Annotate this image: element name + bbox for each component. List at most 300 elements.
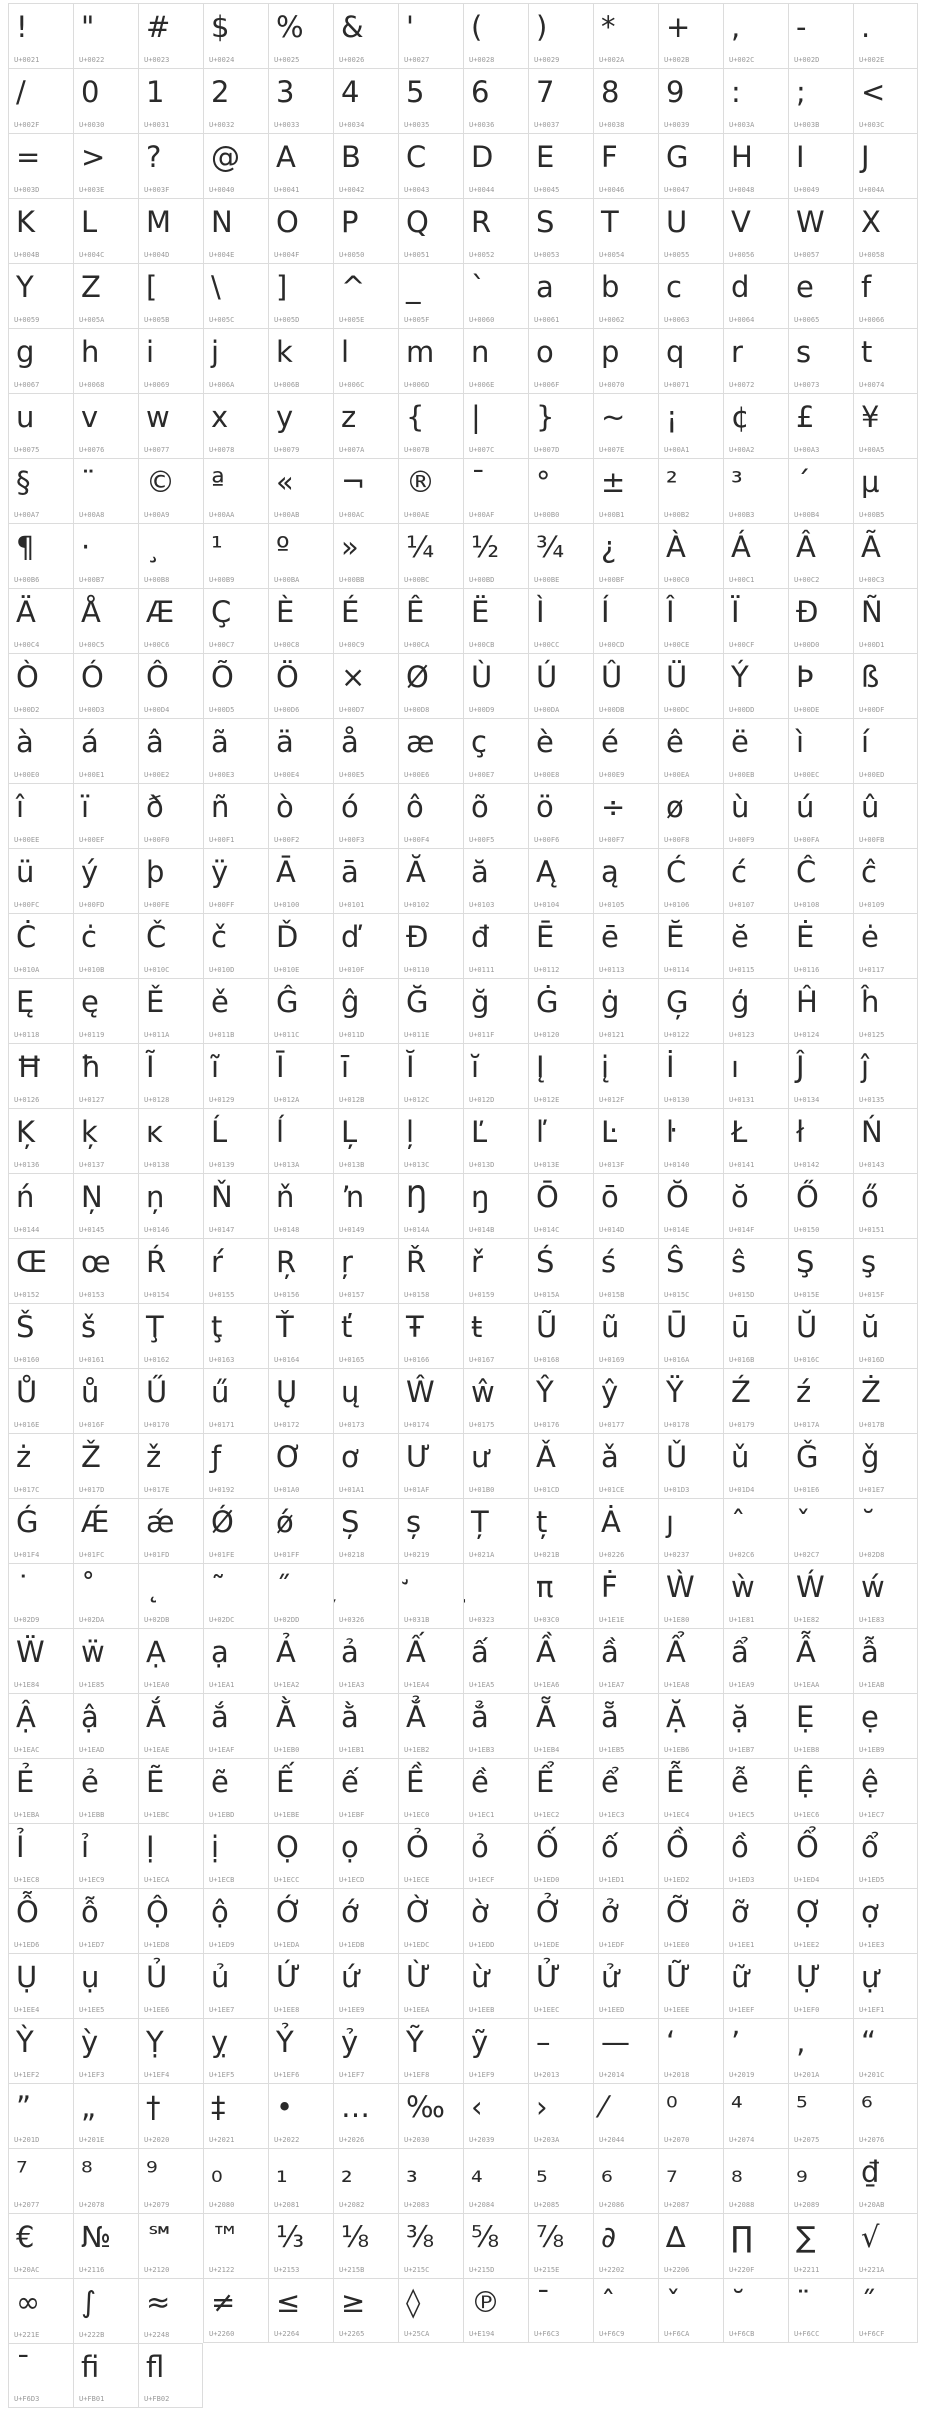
glyph-char: ≤ bbox=[276, 2285, 301, 2319]
glyph-char: © bbox=[146, 465, 175, 499]
glyph-codepoint: U+00B4 bbox=[794, 511, 820, 519]
glyph-char: Ễ bbox=[666, 1765, 685, 1799]
glyph-cell bbox=[463, 1693, 528, 1758]
glyph-char: 4 bbox=[341, 75, 360, 109]
glyph-cell bbox=[788, 913, 853, 978]
glyph-char: ư bbox=[471, 1440, 490, 1474]
glyph-codepoint: U+1E82 bbox=[794, 1616, 820, 1624]
glyph-codepoint: U+0041 bbox=[274, 186, 300, 194]
glyph-char: ł bbox=[796, 1115, 805, 1149]
glyph-cell bbox=[73, 2018, 138, 2083]
glyph-char: ž bbox=[146, 1440, 162, 1474]
glyph-char: ₂ bbox=[341, 2155, 353, 2189]
glyph-codepoint: U+2013 bbox=[534, 2071, 560, 2079]
glyph-char: ặ bbox=[731, 1700, 749, 1734]
glyph-char: g bbox=[16, 335, 35, 369]
glyph-cell bbox=[788, 263, 853, 328]
glyph-codepoint: U+1ECC bbox=[274, 1876, 300, 1884]
glyph-cell bbox=[463, 1433, 528, 1498]
glyph-cell bbox=[398, 263, 463, 328]
glyph-cell bbox=[203, 913, 268, 978]
glyph-cell bbox=[723, 1693, 788, 1758]
glyph-cell bbox=[788, 2018, 853, 2083]
glyph-codepoint: U+00B8 bbox=[144, 576, 170, 584]
glyph-cell bbox=[268, 1693, 333, 1758]
glyph-char: µ bbox=[861, 465, 880, 499]
glyph-char: Ủ bbox=[146, 1960, 168, 1994]
glyph-codepoint: U+20AB bbox=[859, 2201, 885, 2209]
glyph-codepoint: U+0131 bbox=[729, 1096, 755, 1104]
glyph-char: ⁰ bbox=[666, 2090, 678, 2124]
glyph-cell bbox=[593, 1628, 658, 1693]
glyph-codepoint: U+0052 bbox=[469, 251, 495, 259]
glyph-codepoint: U+2070 bbox=[664, 2136, 690, 2144]
glyph-codepoint: U+2026 bbox=[339, 2136, 365, 2144]
glyph-cell bbox=[528, 263, 593, 328]
glyph-char: ˇ bbox=[796, 1505, 811, 1539]
glyph-char: ỉ bbox=[81, 1830, 90, 1864]
glyph-cell bbox=[658, 2278, 723, 2343]
glyph-codepoint: U+00FA bbox=[794, 836, 820, 844]
glyph-cell bbox=[853, 2018, 918, 2083]
glyph-cell bbox=[788, 1043, 853, 1108]
glyph-cell bbox=[528, 133, 593, 198]
glyph-cell bbox=[203, 393, 268, 458]
glyph-cell bbox=[268, 1888, 333, 1953]
glyph-codepoint: U+00C6 bbox=[144, 641, 170, 649]
glyph-cell bbox=[73, 68, 138, 133]
glyph-char: Ķ bbox=[16, 1115, 36, 1149]
glyph-char: È bbox=[276, 595, 295, 629]
glyph-char: ạ bbox=[211, 1635, 229, 1669]
glyph-codepoint: U+00FD bbox=[79, 901, 105, 909]
glyph-codepoint: U+F6C9 bbox=[599, 2330, 625, 2338]
glyph-cell bbox=[593, 1303, 658, 1368]
glyph-char: Ȧ bbox=[601, 1505, 621, 1539]
glyph-cell bbox=[853, 198, 918, 263]
glyph-cell bbox=[268, 1758, 333, 1823]
glyph-char: ÿ bbox=[211, 855, 229, 889]
glyph-cell bbox=[268, 653, 333, 718]
glyph-char: ù bbox=[731, 790, 750, 824]
glyph-cell bbox=[853, 1563, 918, 1628]
glyph-cell bbox=[723, 2278, 788, 2343]
glyph-row bbox=[8, 2083, 918, 2148]
glyph-codepoint: U+0146 bbox=[144, 1226, 170, 1234]
glyph-codepoint: U+1ED3 bbox=[729, 1876, 755, 1884]
glyph-codepoint: U+015F bbox=[859, 1291, 885, 1299]
glyph-char: Ì bbox=[536, 595, 545, 629]
glyph-cell bbox=[528, 978, 593, 1043]
glyph-char: ŉ bbox=[341, 1180, 365, 1214]
glyph-codepoint: U+0144 bbox=[14, 1226, 40, 1234]
glyph-char: b bbox=[601, 270, 620, 304]
glyph-char: ~ bbox=[601, 400, 626, 434]
glyph-cell bbox=[73, 1823, 138, 1888]
glyph-codepoint: U+1EA5 bbox=[469, 1681, 495, 1689]
glyph-char: } bbox=[536, 400, 555, 434]
glyph-char: ở bbox=[601, 1895, 619, 1929]
glyph-cell bbox=[333, 2148, 398, 2213]
glyph-cell bbox=[138, 2018, 203, 2083]
glyph-cell bbox=[398, 328, 463, 393]
glyph-cell bbox=[333, 653, 398, 718]
glyph-codepoint: U+01E7 bbox=[859, 1486, 885, 1494]
glyph-char: ˜ bbox=[211, 1570, 226, 1604]
glyph-cell bbox=[398, 1888, 463, 1953]
glyph-char: Ơ bbox=[276, 1440, 303, 1474]
glyph-cell bbox=[73, 1173, 138, 1238]
glyph-codepoint: U+01F4 bbox=[14, 1551, 40, 1559]
glyph-codepoint: U+0173 bbox=[339, 1421, 365, 1429]
glyph-cell bbox=[73, 393, 138, 458]
glyph-cell bbox=[593, 523, 658, 588]
glyph-codepoint: U+016A bbox=[664, 1356, 690, 1364]
glyph-cell bbox=[788, 133, 853, 198]
glyph-char: B bbox=[341, 140, 361, 174]
glyph-cell bbox=[138, 1433, 203, 1498]
glyph-char: : bbox=[731, 75, 741, 109]
glyph-char: ě bbox=[211, 985, 229, 1019]
glyph-cell bbox=[73, 588, 138, 653]
glyph-cell bbox=[593, 68, 658, 133]
glyph-codepoint: U+1EA8 bbox=[664, 1681, 690, 1689]
glyph-codepoint: U+0025 bbox=[274, 56, 300, 64]
glyph-cell bbox=[333, 68, 398, 133]
glyph-codepoint: U+0140 bbox=[664, 1161, 690, 1169]
glyph-cell bbox=[268, 68, 333, 133]
glyph-char: ◊ bbox=[406, 2285, 421, 2319]
glyph-codepoint: U+00B6 bbox=[14, 576, 40, 584]
glyph-char: ď bbox=[341, 920, 360, 954]
glyph-char: … bbox=[341, 2090, 370, 2124]
glyph-codepoint: U+00C2 bbox=[794, 576, 820, 584]
glyph-codepoint: U+0130 bbox=[664, 1096, 690, 1104]
glyph-char: £ bbox=[796, 400, 815, 434]
glyph-cell bbox=[788, 2278, 853, 2343]
glyph-codepoint: U+012B bbox=[339, 1096, 365, 1104]
glyph-cell bbox=[853, 328, 918, 393]
glyph-codepoint: U+00D0 bbox=[794, 641, 820, 649]
glyph-cell bbox=[8, 3, 73, 68]
glyph-cell bbox=[73, 263, 138, 328]
glyph-cell bbox=[658, 588, 723, 653]
glyph-codepoint: U+0043 bbox=[404, 186, 430, 194]
glyph-codepoint: U+1EE1 bbox=[729, 1941, 755, 1949]
glyph-codepoint: U+0153 bbox=[79, 1291, 105, 1299]
glyph-codepoint: U+00F5 bbox=[469, 836, 495, 844]
glyph-char: ỷ bbox=[341, 2025, 359, 2059]
glyph-char: ⁄ bbox=[601, 2090, 606, 2124]
glyph-codepoint: U+00B5 bbox=[859, 511, 885, 519]
glyph-char: Ç bbox=[211, 595, 232, 629]
glyph-codepoint: U+0160 bbox=[14, 1356, 40, 1364]
glyph-codepoint: U+0050 bbox=[339, 251, 365, 259]
glyph-char: û bbox=[861, 790, 880, 824]
glyph-cell bbox=[8, 913, 73, 978]
glyph-char: Ń bbox=[861, 1115, 883, 1149]
glyph-cell bbox=[138, 848, 203, 913]
glyph-char: ¨ bbox=[81, 465, 96, 499]
glyph-cell bbox=[268, 848, 333, 913]
glyph-char: ấ bbox=[471, 1635, 489, 1669]
glyph-codepoint: U+0023 bbox=[144, 56, 170, 64]
glyph-char: Ŕ bbox=[146, 1245, 167, 1279]
glyph-cell bbox=[333, 2018, 398, 2083]
glyph-codepoint: U+1EC4 bbox=[664, 1811, 690, 1819]
glyph-codepoint: U+0076 bbox=[79, 446, 105, 454]
glyph-char: ı bbox=[731, 1050, 740, 1084]
glyph-char: ỗ bbox=[81, 1895, 99, 1929]
glyph-codepoint: U+03C0 bbox=[534, 1616, 560, 1624]
glyph-row bbox=[8, 2343, 203, 2408]
glyph-codepoint: U+005A bbox=[79, 316, 105, 324]
glyph-cell bbox=[788, 783, 853, 848]
glyph-codepoint: U+0053 bbox=[534, 251, 560, 259]
glyph-char: ǎ bbox=[601, 1440, 619, 1474]
glyph-char: < bbox=[861, 75, 886, 109]
glyph-cell bbox=[528, 2148, 593, 2213]
glyph-codepoint: U+011F bbox=[469, 1031, 495, 1039]
glyph-char: ó bbox=[341, 790, 359, 824]
glyph-cell bbox=[138, 1238, 203, 1303]
glyph-char: ż bbox=[16, 1440, 32, 1474]
glyph-char: ä bbox=[276, 725, 294, 759]
glyph-cell bbox=[658, 393, 723, 458]
glyph-codepoint: U+00C1 bbox=[729, 576, 755, 584]
glyph-char: Ỹ bbox=[406, 2025, 424, 2059]
glyph-row bbox=[8, 718, 918, 783]
glyph-cell bbox=[593, 653, 658, 718]
glyph-cell bbox=[593, 2083, 658, 2148]
glyph-codepoint: U+00BF bbox=[599, 576, 625, 584]
glyph-cell bbox=[203, 1368, 268, 1433]
glyph-codepoint: U+0049 bbox=[794, 186, 820, 194]
glyph-char: ° bbox=[536, 465, 551, 499]
glyph-cell bbox=[658, 1043, 723, 1108]
glyph-char: 2 bbox=[211, 75, 230, 109]
glyph-codepoint: U+1EB3 bbox=[469, 1746, 495, 1754]
glyph-cell bbox=[658, 848, 723, 913]
glyph-cell bbox=[398, 133, 463, 198]
glyph-cell bbox=[398, 1173, 463, 1238]
glyph-codepoint: U+00BC bbox=[404, 576, 430, 584]
glyph-codepoint: U+00D2 bbox=[14, 706, 40, 714]
glyph-codepoint: U+00A7 bbox=[14, 511, 40, 519]
glyph-codepoint: U+0102 bbox=[404, 901, 430, 909]
glyph-char: s bbox=[796, 335, 812, 369]
glyph-char: Ť bbox=[276, 1310, 294, 1344]
glyph-char: Ğ bbox=[406, 985, 429, 1019]
glyph-cell bbox=[398, 1303, 463, 1368]
glyph-cell bbox=[203, 1173, 268, 1238]
glyph-row bbox=[8, 68, 918, 133]
glyph-char: ƒ bbox=[211, 1440, 222, 1474]
glyph-char: ï bbox=[81, 790, 90, 824]
glyph-char: ẫ bbox=[861, 1635, 879, 1669]
glyph-cell bbox=[333, 523, 398, 588]
glyph-char: ( bbox=[471, 10, 483, 44]
glyph-char: € bbox=[16, 2220, 35, 2254]
glyph-char: m bbox=[406, 335, 435, 369]
glyph-char: ø bbox=[666, 790, 684, 824]
glyph-codepoint: U+1ED4 bbox=[794, 1876, 820, 1884]
glyph-codepoint: U+0127 bbox=[79, 1096, 105, 1104]
glyph-codepoint: U+00BA bbox=[274, 576, 300, 584]
glyph-codepoint: U+0027 bbox=[404, 56, 430, 64]
glyph-codepoint: U+1EA0 bbox=[144, 1681, 170, 1689]
glyph-char: ⅝ bbox=[471, 2220, 500, 2254]
glyph-char: q bbox=[666, 335, 685, 369]
glyph-cell bbox=[853, 458, 918, 523]
glyph-cell bbox=[658, 133, 723, 198]
glyph-codepoint: U+02C7 bbox=[794, 1551, 820, 1559]
glyph-char: { bbox=[406, 400, 425, 434]
glyph-char: Ấ bbox=[406, 1635, 426, 1669]
glyph-codepoint: U+00E5 bbox=[339, 771, 365, 779]
glyph-codepoint: U+00D1 bbox=[859, 641, 885, 649]
glyph-char: ¡ bbox=[666, 400, 678, 434]
glyph-codepoint: U+1ED6 bbox=[14, 1941, 40, 1949]
glyph-codepoint: U+0105 bbox=[599, 901, 625, 909]
glyph-char: Ẽ bbox=[146, 1765, 165, 1799]
glyph-cell bbox=[788, 2148, 853, 2213]
glyph-char: ŧ bbox=[471, 1310, 483, 1344]
glyph-codepoint: U+01B0 bbox=[469, 1486, 495, 1494]
glyph-codepoint: U+015C bbox=[664, 1291, 690, 1299]
glyph-codepoint: U+00D3 bbox=[79, 706, 105, 714]
glyph-cell bbox=[723, 978, 788, 1043]
glyph-codepoint: U+0051 bbox=[404, 251, 430, 259]
glyph-cell bbox=[463, 198, 528, 263]
glyph-cell bbox=[463, 263, 528, 328]
glyph-char: Ĭ bbox=[406, 1050, 415, 1084]
glyph-codepoint: U+00C9 bbox=[339, 641, 365, 649]
glyph-row bbox=[8, 198, 918, 263]
glyph-codepoint: U+F6CC bbox=[794, 2330, 820, 2338]
glyph-char: ć bbox=[731, 855, 747, 889]
glyph-codepoint: U+221A bbox=[859, 2266, 885, 2274]
glyph-char: _ bbox=[406, 270, 421, 304]
glyph-cell bbox=[8, 458, 73, 523]
glyph-char: ´ bbox=[796, 465, 811, 499]
glyph-char: Ü bbox=[666, 660, 688, 694]
glyph-cell bbox=[853, 2148, 918, 2213]
glyph-cell bbox=[73, 458, 138, 523]
glyph-codepoint: U+005C bbox=[209, 316, 235, 324]
glyph-codepoint: U+1EA3 bbox=[339, 1681, 365, 1689]
glyph-char: ª bbox=[211, 465, 225, 499]
glyph-cell bbox=[463, 2083, 528, 2148]
glyph-cell bbox=[723, 1173, 788, 1238]
glyph-cell bbox=[203, 1758, 268, 1823]
glyph-codepoint: U+002D bbox=[794, 56, 820, 64]
glyph-char: Ỏ bbox=[406, 1830, 429, 1864]
glyph-codepoint: U+2021 bbox=[209, 2136, 235, 2144]
glyph-cell bbox=[73, 1433, 138, 1498]
glyph-codepoint: U+0174 bbox=[404, 1421, 430, 1429]
glyph-codepoint: U+1E1E bbox=[599, 1616, 625, 1624]
glyph-cell bbox=[593, 1758, 658, 1823]
glyph-codepoint: U+0114 bbox=[664, 966, 690, 974]
glyph-cell bbox=[658, 2213, 723, 2278]
glyph-char: S bbox=[536, 205, 555, 239]
glyph-codepoint: U+1EDB bbox=[339, 1941, 365, 1949]
glyph-codepoint: U+00AB bbox=[274, 511, 300, 519]
glyph-cell bbox=[463, 523, 528, 588]
glyph-codepoint: U+0147 bbox=[209, 1226, 235, 1234]
glyph-char: + bbox=[666, 10, 691, 44]
glyph-cell bbox=[658, 328, 723, 393]
glyph-cell bbox=[203, 588, 268, 653]
glyph-cell bbox=[593, 328, 658, 393]
glyph-cell bbox=[333, 978, 398, 1043]
glyph-codepoint: U+2030 bbox=[404, 2136, 430, 2144]
glyph-cell bbox=[463, 458, 528, 523]
glyph-codepoint: U+02DC bbox=[209, 1616, 235, 1624]
glyph-codepoint: U+00FF bbox=[209, 901, 235, 909]
glyph-codepoint: U+1EF9 bbox=[469, 2071, 495, 2079]
glyph-char: Ŋ bbox=[406, 1180, 428, 1214]
glyph-codepoint: U+012F bbox=[599, 1096, 625, 1104]
glyph-char: Ớ bbox=[276, 1895, 303, 1929]
glyph-codepoint: U+002B bbox=[664, 56, 690, 64]
glyph-cell bbox=[788, 1693, 853, 1758]
glyph-char: Ļ bbox=[341, 1115, 358, 1149]
glyph-cell bbox=[333, 263, 398, 328]
glyph-cell bbox=[853, 1368, 918, 1433]
glyph-cell bbox=[73, 913, 138, 978]
glyph-cell bbox=[723, 2213, 788, 2278]
glyph-char: ẻ bbox=[81, 1765, 99, 1799]
glyph-codepoint: U+0037 bbox=[534, 121, 560, 129]
glyph-row bbox=[8, 913, 918, 978]
glyph-char: Ứ bbox=[276, 1960, 301, 1994]
glyph-row bbox=[8, 393, 918, 458]
glyph-cell bbox=[853, 1173, 918, 1238]
glyph-char: ˘ bbox=[731, 2285, 746, 2319]
glyph-char: Ỵ bbox=[146, 2025, 164, 2059]
glyph-codepoint: U+0026 bbox=[339, 56, 365, 64]
glyph-codepoint: U+201C bbox=[859, 2071, 885, 2079]
glyph-char: Đ bbox=[406, 920, 429, 954]
glyph-char: F bbox=[601, 140, 618, 174]
glyph-char: Ẳ bbox=[406, 1700, 426, 1734]
glyph-codepoint: U+0172 bbox=[274, 1421, 300, 1429]
glyph-char: Ḟ bbox=[601, 1570, 618, 1604]
glyph-char: Ữ bbox=[666, 1960, 691, 1994]
glyph-char: ứ bbox=[341, 1960, 360, 1994]
glyph-char: E bbox=[536, 140, 555, 174]
glyph-cell bbox=[788, 2213, 853, 2278]
glyph-char: » bbox=[341, 530, 359, 564]
glyph-char: ğ bbox=[471, 985, 490, 1019]
glyph-char: Ė bbox=[796, 920, 815, 954]
glyph-codepoint: U+0126 bbox=[14, 1096, 40, 1104]
glyph-cell bbox=[658, 1693, 723, 1758]
glyph-codepoint: U+003D bbox=[14, 186, 40, 194]
glyph-cell bbox=[593, 393, 658, 458]
glyph-cell bbox=[398, 1108, 463, 1173]
glyph-char: Ŀ bbox=[601, 1115, 618, 1149]
glyph-char: Č bbox=[146, 920, 167, 954]
glyph-cell bbox=[658, 1823, 723, 1888]
glyph-cell bbox=[398, 393, 463, 458]
glyph-char: Ŏ bbox=[666, 1180, 689, 1214]
glyph-cell bbox=[8, 2213, 73, 2278]
glyph-codepoint: U+0136 bbox=[14, 1161, 40, 1169]
glyph-codepoint: U+004B bbox=[14, 251, 40, 259]
